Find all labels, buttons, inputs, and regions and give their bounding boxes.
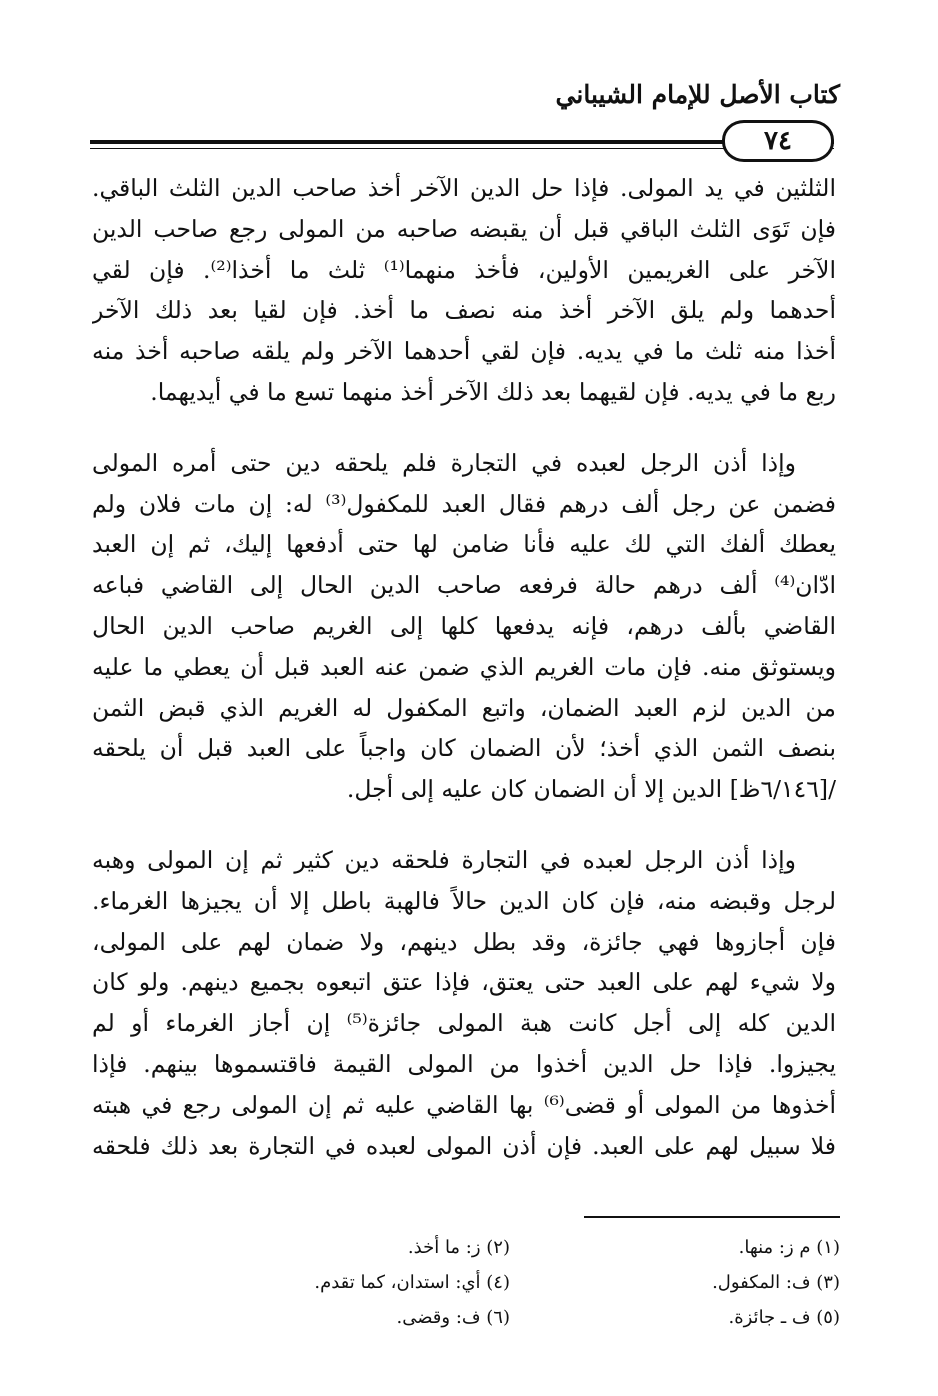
text-line: أخذوها من المولى أو قضى⁽⁶⁾ بها القاضي عليه ثم إن المولى رجع في هبته [92,1090,836,1119]
text-line: فلا سبيل لهم على العبد. فإن أذن المولى لعبده في التجارة بعد ذلك فلحقه [92,1131,836,1160]
footnote: (٣) ف: المكفول. [712,1272,840,1293]
paragraph-1 [92,168,836,413]
text-line: وإذا أذن الرجل لعبده في التجارة فلحقه دين كثير ثم إن المولى وهبه [92,845,796,874]
text-line: الثلثين في يد المولى. فإذا حل الدين الآخر أخذ صاحب الدين الثلث الباقي. [92,174,836,202]
text-line: الدين كله إلى أجل كانت هبة المولى جائزة⁽⁵⁾ إن أجاز الغرماء أو لم [92,1009,836,1038]
text-line: لرجل وقبضه منه، فإن كان الدين حالاً فالهبة باطل إلا أن يجيزها الغرماء. [92,886,836,915]
text-line: ربع ما في يديه. فإن لقيهما بعد ذلك الآخر أخذ منهما تسع ما في أيديهما. [150,377,836,406]
footnote-row [180,1265,840,1300]
text-line: فإن تَوَى الثلث الباقي قبل أن يقبضه صاحبه من المولى رجع صاحب الدين [92,214,836,243]
text-line: الآخر على الغريمين الأولين، فأخذ منهما⁽¹⁾ ثلث ما أخذا⁽²⁾. فإن لقي [92,255,836,284]
paragraph-3 [92,840,836,1166]
text-line: وإذا أذن الرجل لعبده في التجارة فلم يلحقه دين حتى أمره المولى [92,448,796,477]
footnote: (١) م ز: منها. [738,1237,840,1258]
footnote: (٤) أي: استدان، كما تقدم. [314,1272,510,1293]
text-line: القاضي بألف درهم، فإنه يدفعها كلها إلى الغريم صاحب الدين الحال [92,611,836,640]
text-line: ويستوثق منه. فإن مات الغريم الذي ضمن عنه العبد قبل أن يعطي ما عليه [92,652,836,681]
footnote: (٢) ز: ما أخذ. [407,1237,510,1258]
text-line: /[٦/١٤٦ظ] الدين إلا أن الضمان كان عليه إلى أجل. [346,775,836,804]
text-line: يعطك ألفك التي لك عليه فأنا ضامن لها حتى أدفعها إليك، ثم إن العبد [92,530,836,559]
text-line: ولا شيء لهم على العبد حتى يعتق، فإذا عتق اتبعوه بجميع دينهم. ولو كان [92,968,836,997]
text-line: أخذا منه ثلث ما في يديه. فإن لقي أحدهما الآخر ولم يلقه صاحبه أخذ منه [92,337,836,366]
book-title: كتاب الأصل للإمام الشيباني [555,80,840,109]
text-line: من الدين لزم العبد الضمان، واتبع المكفول له الغريم الذي قبض الثمن [92,693,836,722]
text-line: فضمن عن رجل ألف درهم فقال العبد للمكفول⁽³⁾ له: إن مات فلان ولم [92,489,836,518]
footnote-row [180,1230,840,1265]
text-line: ادّان⁽⁴⁾ ألف درهم حالة فرفعه صاحب الدين الحال إلى القاضي فباعه [92,571,836,600]
text-line: يجيزوا. فإذا حل الدين أخذوا من المولى القيمة فاقتسموها بينهم. فإذا [92,1049,836,1078]
text-line: فإن أجازوها فهي جائزة، وقد بطل دينهم، ولا ضمان لهم على المولى، [92,927,836,956]
text-line: أحدهما ولم يلق الآخر أخذ منه نصف ما أخذ. فإن لقيا بعد ذلك الآخر [92,296,836,325]
text-line: بنصف الثمن الذي أخذ؛ لأن الضمان كان واجباً على العبد قبل أن يلحقه [92,734,836,763]
footnote: (٥) ف ـ جائزة. [728,1307,840,1328]
body-text [92,168,836,1166]
footnote-row [180,1300,840,1335]
footnote-rule [584,1216,840,1218]
footnotes [180,1230,840,1335]
page-number: ٧٤ [722,120,834,162]
paragraph-2 [92,443,836,810]
footnote: (٦) ف: وقضى. [396,1307,510,1328]
